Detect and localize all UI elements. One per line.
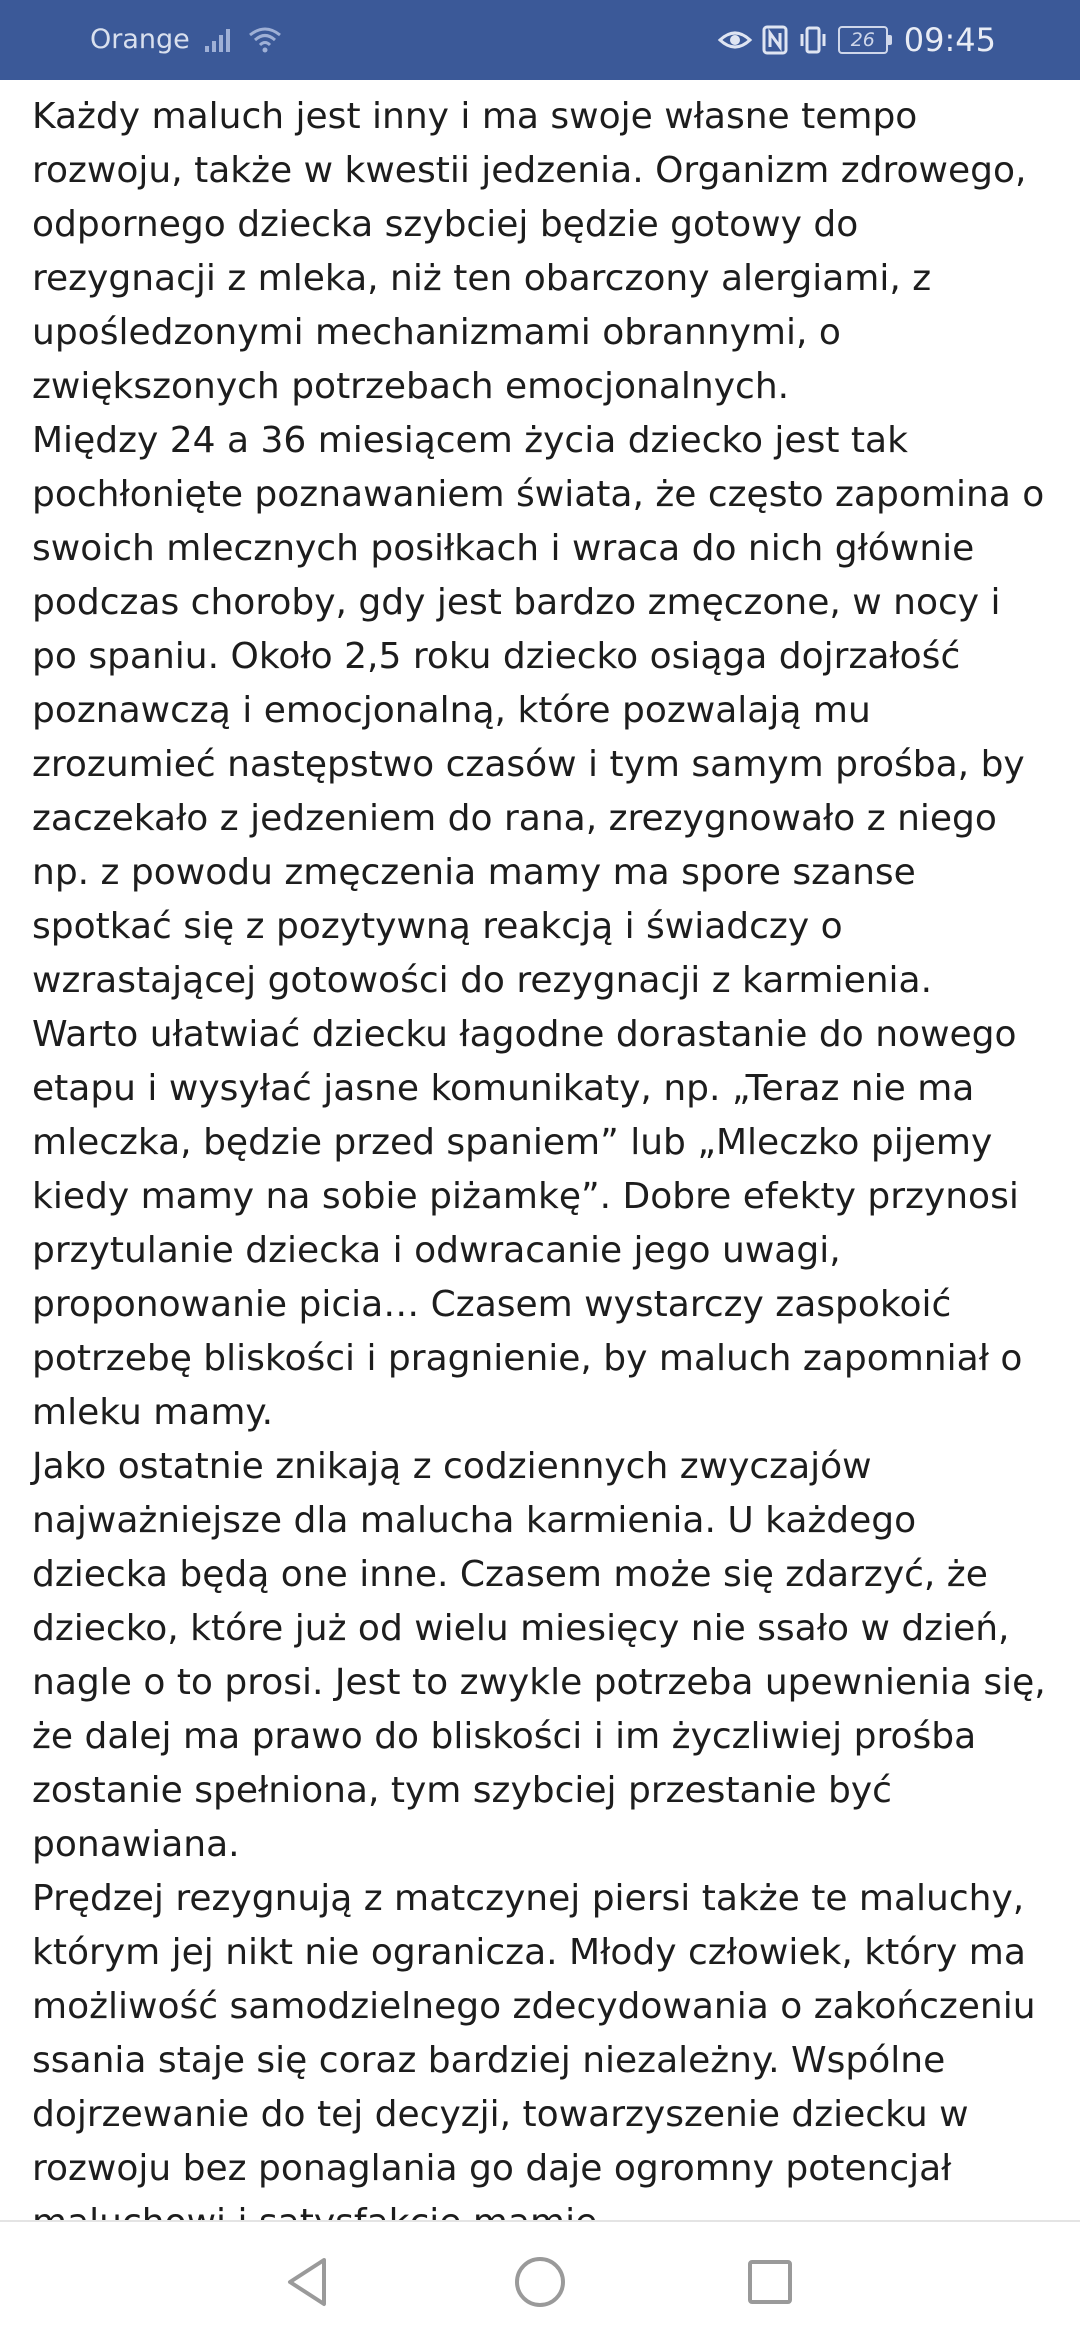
back-icon — [284, 2256, 332, 2308]
vibrate-icon — [798, 25, 828, 55]
home-icon — [513, 2255, 567, 2309]
article-paragraph: Każdy maluch jest inny i ma swoje własne tempo rozwoju, także w kwestii jedzenia. Organizm zdrowego, odpornego dziecka szybciej będzie gotowy do rezygnacji z mleka, niż ten obarczony alergiami, z upośledzonymi mechanizmami obrannymi, o zwiększonych potrzebach emocjonalnych. — [32, 96, 1027, 407]
battery-level: 26 — [850, 29, 875, 51]
article-paragraph: Między 24 a 36 miesiącem życia dziecko jest tak pochłonięte poznawaniem świata, że często zapomina o swoich mlecznych posiłkach i wraca do nich głównie podczas choroby, gdy jest bardzo zmęczone, w nocy i po spaniu. Około 2,5 roku dziecko osiąga dojrzałość poznawczą i emocjonalną, które pozwalają mu zrozumieć następstwo czasów i tym samym prośba, by zaczekało z jedzeniem do rana, zrezygnowało z niego np. z powodu zmęczenia mamy ma spore szanse spotkać się z pozytywną reakcją i świadczy o wzrastającej gotowości do rezygnacji z karmienia. — [32, 420, 1045, 1001]
eye-icon — [718, 28, 752, 52]
back-button[interactable] — [266, 2240, 350, 2324]
article-paragraph: Jako ostatnie znikają z codziennych zwyczajów najważniejsze dla malucha karmienia. U każdego dziecka będą one inne. Czasem może się zdarzyć, że dziecko, które już od wielu miesięcy nie ssało w dzień, nagle o to prosi. Jest to zwykle potrzeba upewnienia się, że dalej ma prawo do bliskości i im życzliwiej prośba zostanie spełniona, tym szybciej przestanie być ponawiana. — [32, 1446, 1046, 1865]
recent-apps-button[interactable] — [728, 2240, 812, 2324]
status-bar — [0, 0, 1080, 80]
wifi-icon — [248, 26, 282, 54]
clock: 09:45 — [903, 21, 996, 59]
article-body — [0, 80, 1080, 2250]
carrier-area — [90, 0, 282, 80]
nfc-icon — [762, 25, 788, 55]
home-button[interactable] — [498, 2240, 582, 2324]
recent-apps-icon — [746, 2258, 794, 2306]
article-scroll-area[interactable] — [0, 80, 1080, 2220]
signal-icon — [204, 27, 234, 53]
navigation-bar — [0, 2220, 1080, 2340]
article-paragraph: Warto ułatwiać dziecku łagodne dorastanie do nowego etapu i wysyłać jasne komunikaty, np. „Teraz nie ma mleczka, będzie przed spaniem” lub „Mleczko pijemy kiedy mamy na sobie piżamkę”. Dobre efekty przynosi przytulanie dziecka i odwracanie jego uwagi, proponowanie picia… Czasem wystarczy zaspokoić potrzebę bliskości i pragnienie, by maluch zapomniał o mleku mamy. — [32, 1014, 1023, 1433]
carrier-name: Orange — [90, 24, 190, 55]
battery-icon — [838, 26, 888, 54]
article-paragraph: Prędzej rezygnują z matczynej piersi także te maluchy, którym jej nikt nie ogranicza. Młody człowiek, który ma możliwość samodzielnego zdecydowania o zakończeniu ssania staje się coraz bardziej niezależny. Wspólne dojrzewanie do tej decyzji, towarzyszenie dziecku w rozwoju bez ponaglania go daje ogromny potencjał — [32, 1878, 1036, 2189]
status-icons — [718, 0, 996, 80]
